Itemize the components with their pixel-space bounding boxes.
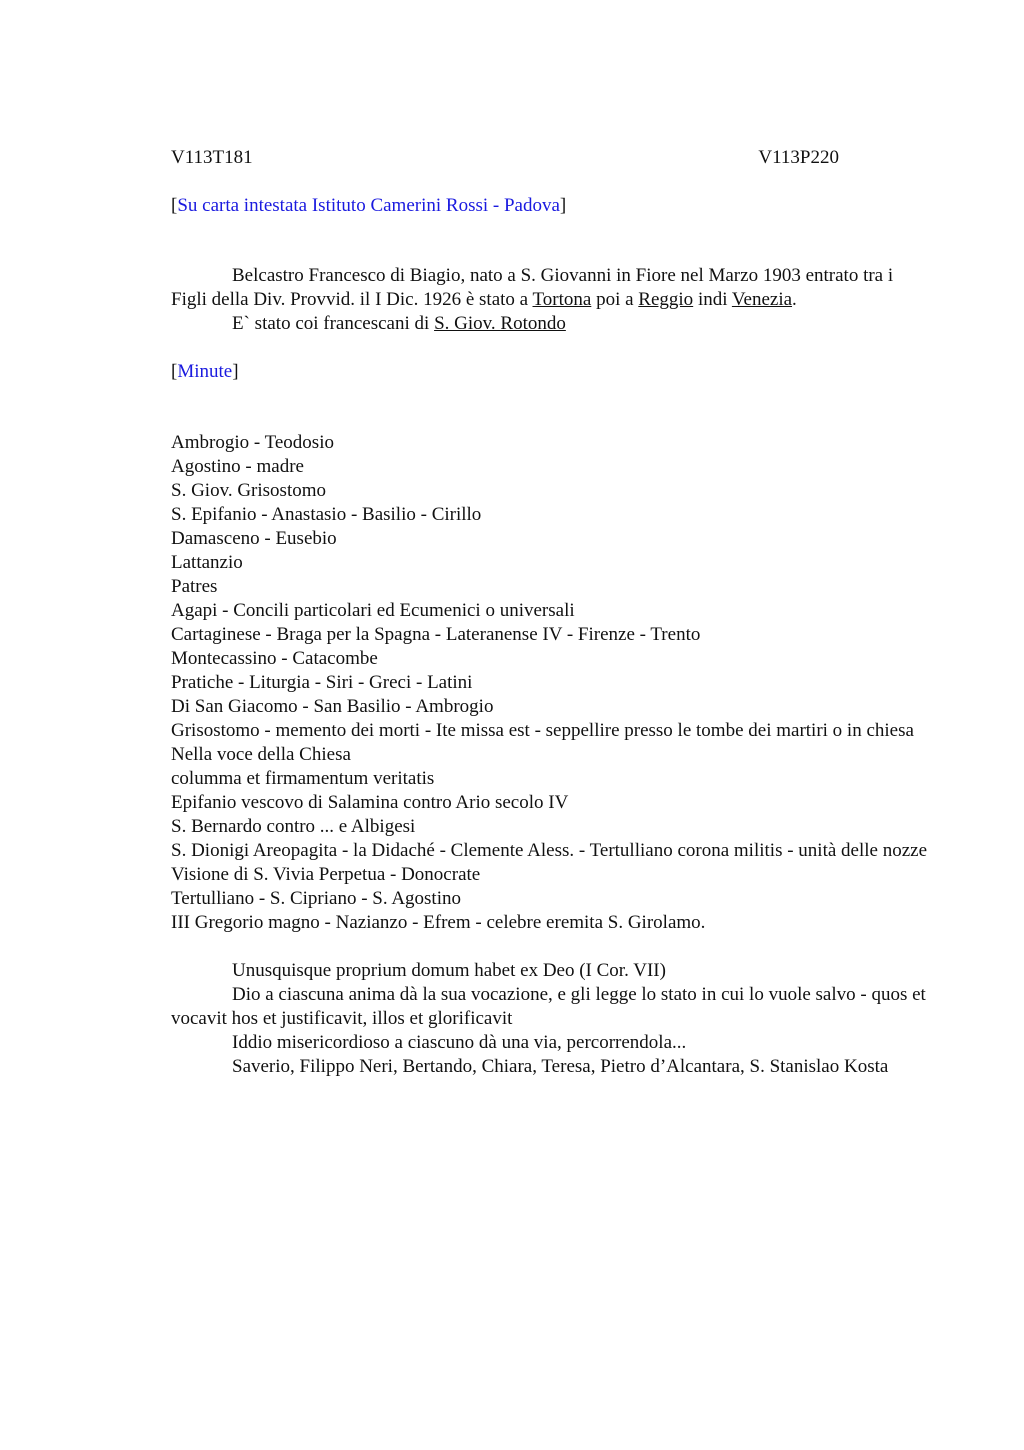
bracket-close: ] (232, 361, 239, 382)
document-header (171, 146, 839, 170)
list-item: Ambrogio - Teodosio (171, 432, 334, 453)
place-tortona: Tortona (532, 289, 592, 310)
place-reggio: Reggio (638, 289, 694, 310)
list-item: Patres (171, 576, 218, 597)
closing-paragraph: Dio a ciascuna anima dà la sua vocazione, e gli legge lo stato in cui lo vuole salvo - quos et vocavit hos et justificavit, illos et glorificavit (171, 984, 926, 1029)
letterhead-note (171, 194, 927, 218)
list-item: Visione di S. Vivia Perpetua - Donocrate (171, 864, 481, 885)
place-venezia: Venezia (731, 289, 793, 310)
intro-text-4: . (792, 289, 797, 310)
bracket-close: ] (559, 195, 567, 216)
list-item: Di San Giacomo - San Basilio - Ambrogio (171, 696, 494, 717)
closing-paragraph: Unusquisque proprium domum habet ex Deo (I Cor. VII) (232, 960, 666, 981)
list-item: Damasceno - Eusebio (171, 528, 337, 549)
list-item: Lattanzio (171, 552, 243, 573)
list-item: S. Epifanio - Anastasio - Basilio - Cirillo (171, 504, 482, 525)
intro-text-5: E` stato coi francescani di (232, 313, 435, 334)
list-item: Agapi - Concili particolari ed Ecumenici o universali (171, 600, 575, 621)
letterhead-note-text: Su carta intestata Istituto Camerini Rossi - Padova (177, 195, 560, 216)
bracket-open: [ (171, 361, 178, 382)
intro-text-2: poi a (591, 289, 639, 310)
place-rotondo: S. Giov. Rotondo (434, 313, 566, 334)
document-code-left: V113T181 (171, 147, 253, 168)
list-item: III Gregorio magno - Nazianzo - Efrem - celebre eremita S. Girolamo. (171, 912, 706, 933)
list-item: Nella voce della Chiesa (171, 744, 351, 765)
list-item: Grisostomo - memento dei morti - Ite missa est - seppellire presso le tombe dei martiri o in chiesa (171, 720, 914, 741)
document-page (171, 146, 927, 1079)
intro-text-1: Belcastro Francesco di Biagio, nato a S. Giovanni in Fiore nel Marzo 1903 entrato tra i Figli della Div. Provvid. il I Dic. 1926 è stato a (171, 265, 894, 310)
intro-paragraph-2 (171, 312, 927, 336)
bracket-open: [ (171, 195, 178, 216)
list-item: Epifanio vescovo di Salamina contro Ario secolo IV (171, 792, 569, 813)
minute-note (171, 360, 927, 384)
list-item: Agostino - madre (171, 456, 304, 477)
list-item: S. Bernardo contro ... e Albigesi (171, 816, 416, 837)
list-item: columma et firmamentum veritatis (171, 768, 435, 789)
list-item: Cartaginese - Braga per la Spagna - Lateranense IV - Firenze - Trento (171, 624, 701, 645)
list-item: S. Giov. Grisostomo (171, 480, 327, 501)
intro-text-3: indi (693, 289, 732, 310)
intro-paragraph-1 (171, 264, 927, 312)
notes-list (171, 431, 927, 935)
list-item: Tertulliano - S. Cipriano - S. Agostino (171, 888, 461, 909)
closing-paragraph: Saverio, Filippo Neri, Bertando, Chiara, Teresa, Pietro d’Alcantara, S. Stanislao Kosta (232, 1056, 889, 1077)
closing-paragraph: Iddio misericordioso a ciascuno dà una via, percorrendola... (232, 1032, 687, 1053)
closing-section (171, 959, 927, 1079)
list-item: S. Dionigi Areopagita - la Didaché - Clemente Aless. - Tertulliano corona militis - unità delle nozze (171, 840, 928, 861)
list-item: Pratiche - Liturgia - Siri - Greci - Latini (171, 672, 473, 693)
document-code-right: V113P220 (758, 147, 839, 168)
list-item: Montecassino - Catacombe (171, 648, 378, 669)
minute-note-text: Minute (177, 361, 233, 382)
